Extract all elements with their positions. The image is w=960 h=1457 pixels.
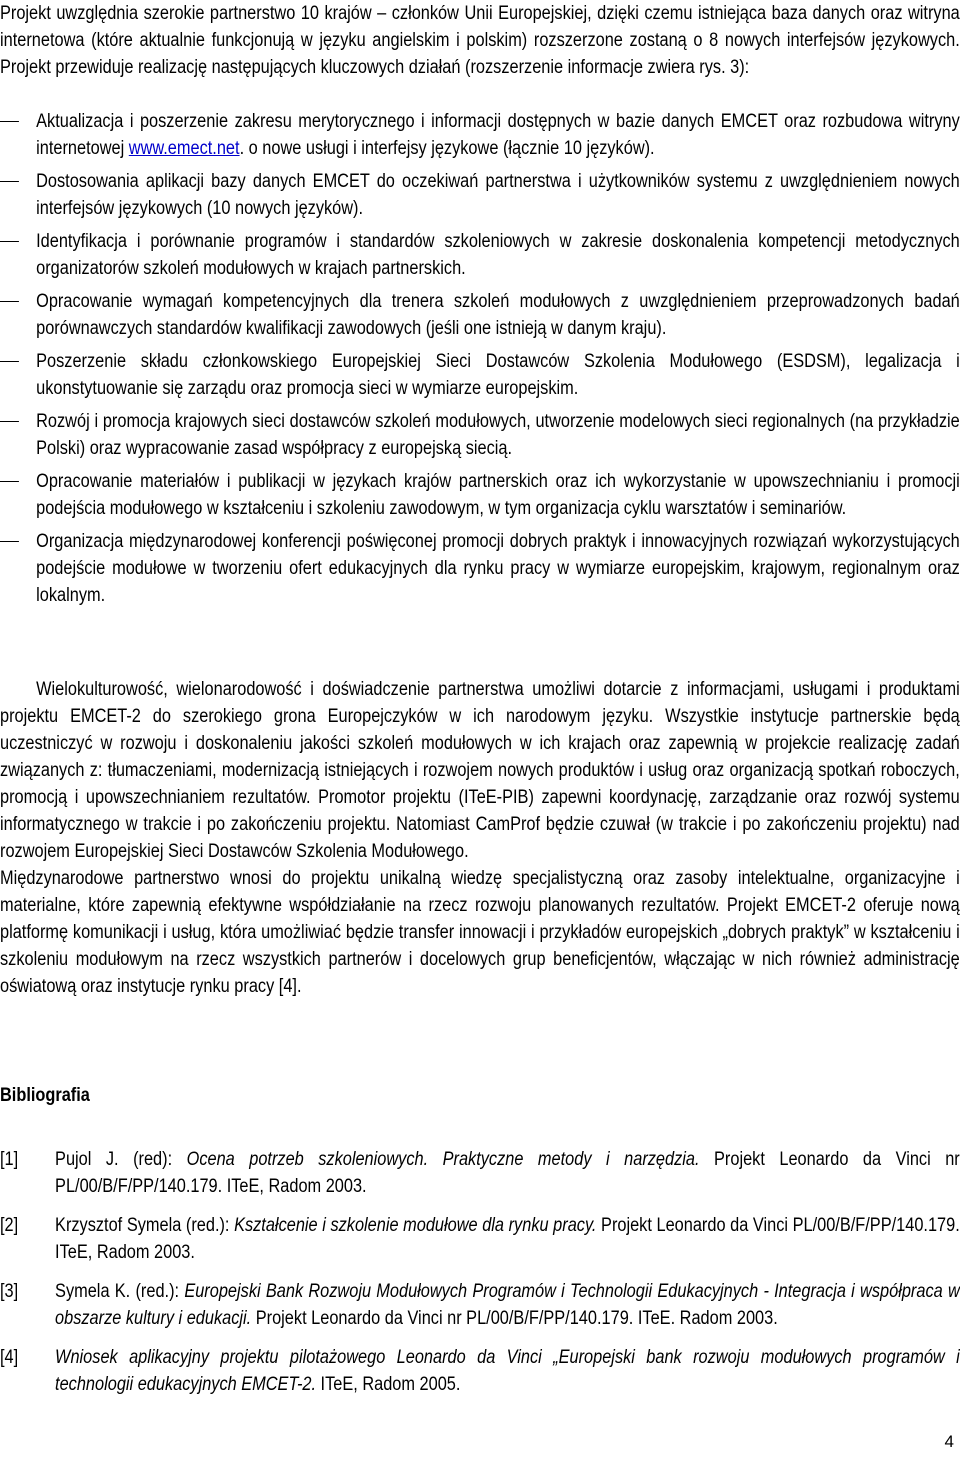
list-item-text: Opracowanie materiałów i publikacji w językach krajów partnerskich oraz ich wykorzystanie w upowszechnianiu i promocji podejścia modułowego w kształceniu i szkoleniu zawodowym, w tym organizacja cyklu warsztatów i seminariów.: [36, 471, 960, 519]
list-item: [0, 228, 960, 282]
reference-number: [4]: [0, 1347, 19, 1368]
reference-title: Europejski Bank Rozwoju Modułowych Programów i Technologii Edukacyjnych - Integracja i współpraca w obszarze kultury i edukacji.: [55, 1281, 960, 1329]
bibliography-list: [0, 1146, 960, 1410]
list-item: [0, 288, 960, 342]
list-item: [0, 528, 960, 609]
list-item-text: [36, 108, 960, 162]
intro-paragraph-block: [0, 0, 960, 81]
list-item-text: Rozwój i promocja krajowych sieci dostawców szkoleń modułowych, utworzenie modelowych sieci regionalnych (na przykładzie Polski) oraz wypracowanie zasad współpracy z europejską siecią.: [36, 411, 960, 459]
reference-title: Wniosek aplikacyjny projektu pilotażowego Leonardo da Vinci „Europejski bank rozwoju modułowych programów i technologii edukacyjnych EMCET-2.: [55, 1347, 960, 1395]
bibliography-entry: [0, 1146, 960, 1200]
reference-publication: Projekt Leonardo da Vinci nr PL/00/B/F/PP/140.179. ITeE. Radom 2003.: [251, 1308, 778, 1329]
reference-author: Symela K. (red.):: [55, 1281, 185, 1302]
reference-number: [1]: [0, 1149, 19, 1170]
reference-text: [55, 1344, 960, 1398]
list-item-text: Dostosowania aplikacji bazy danych EMCET do oczekiwań partnerstwa i użytkowników systemu z uwzględnieniem nowych interfejsów językowych (10 nowych języków).: [36, 171, 960, 219]
reference-number: [3]: [0, 1281, 19, 1302]
bibliography-entry: [0, 1344, 960, 1398]
reference-number: [2]: [0, 1215, 19, 1236]
list-item: [0, 468, 960, 522]
list-item-text-part: . o nowe usługi i interfejsy językowe (łącznie 10 języków).: [239, 138, 655, 159]
reference-publication: Projekt Leonardo da Vinci PL/00/B/F/PP/140.179. ITeE, Radom 2003.: [55, 1215, 960, 1263]
bibliography-entry: [0, 1212, 960, 1266]
list-item-text-part: Aktualizacja i poszerzenie zakresu merytorycznego i informacji dostępnych w bazie danych EMCET oraz rozbudowa witryny internetowej: [36, 111, 960, 159]
list-item-text: Poszerzenie składu członkowskiego Europejskiej Sieci Dostawców Szkolenia Modułowego (ESDSM), legalizacja i ukonstytuowanie się zarządu oraz promocja sieci w wymiarze europejskim.: [36, 351, 960, 399]
intro-paragraph: Projekt uwzględnia szerokie partnerstwo 10 krajów – członków Unii Europejskiej, dzięki czemu istniejąca baza danych oraz witryna internetowa (które aktualnie funkcjonują w języku angielskim i polskim) rozszerzone zostaną o 8 nowych interfejsów językowych. Projekt przewiduje realizację następujących kluczowych działań (rozszerzenie informacje zwiera rys. 3):: [0, 3, 960, 78]
list-item: [0, 408, 960, 462]
reference-author: Krzysztof Symela (red.):: [55, 1215, 235, 1236]
reference-title: Kształcenie i szkolenie modułowe dla rynku pracy.: [234, 1215, 597, 1236]
reference-title: Ocena potrzeb szkoleniowych. Praktyczne metody i narzędzia.: [186, 1149, 700, 1170]
reference-text: [55, 1146, 960, 1200]
reference-publication: Projekt Leonardo da Vinci nr PL/00/B/F/PP/140.179. ITeE, Radom 2003.: [55, 1149, 960, 1197]
list-item: [0, 108, 960, 162]
reference-publication: ITeE, Radom 2005.: [316, 1374, 461, 1395]
reference-author: Pujol J. (red):: [55, 1149, 187, 1170]
reference-text: [55, 1212, 960, 1266]
list-item-text: Organizacja międzynarodowej konferencji poświęconej promocji dobrych praktyk i innowacyjnych rozwiązań wykorzystujących podejście modułowe w tworzeniu ofert edukacyjnych dla rynku pracy w wymiarze europejskim, krajowym, regionalnym oraz lokalnym.: [36, 531, 960, 606]
list-item: [0, 348, 960, 402]
bibliography-entry: [0, 1278, 960, 1332]
list-item: [0, 168, 960, 222]
partnership-paragraphs: [0, 676, 960, 1000]
bibliography-heading: Bibliografia: [0, 1085, 90, 1106]
international-partnership-paragraph: Międzynarodowe partnerstwo wnosi do projektu unikalną wiedzę specjalistyczną oraz zasoby intelektualne, organizacyjne i materialne, które zapewnią efektywne współdziałanie na rzecz rozwoju planowanych rezultatów. Projekt EMCET-2 oferuje nową platformę komunikacji i usług, która umożliwiać będzie transfer innowacji i przykładów europejskich „dobrych praktyk” w kształceniu i szkoleniu modułowym na rzecz wszystkich partnerów i docelowych grup beneficjentów, włączając w nich również administrację oświatową oraz instytucje rynku pracy [4].: [0, 868, 960, 997]
emect-website-link[interactable]: www.emect.net: [128, 138, 240, 159]
list-item-text: Opracowanie wymagań kompetencyjnych dla trenera szkoleń modułowych z uwzględnieniem przeprowadzonych badań porównawczych standardów kwalifikacji zawodowych (jeśli one istnieją w danym kraju).: [36, 291, 960, 339]
reference-text: [55, 1278, 960, 1332]
partnership-paragraph: Wielokulturowość, wielonarodowość i doświadczenie partnerstwa umożliwi dotarcie z informacjami, usługami i produktami projektu EMCET-2 do szerokiego grona Europejczyków w ich narodowym języku. Wszystkie instytucje partnerskie będą uczestniczyć w rozwoju i doskonaleniu jakości szkoleń modułowych w ich krajach oraz zapewnią w projekcie realizację zadań związanych z: tłumaczeniami, modernizacją istniejących i rozwojem nowych produktów i usług oraz organizacją spotkań roboczych, promocją i upowszechnianiem rezultatów. Promotor projektu (ITeE-PIB) zapewni koordynację, zarządzanie oraz rozwój systemu informatycznego w trakcie i po zakończeniu projektu. Natomiast CamProf będzie czuwał (w trakcie i po zakończeniu projektu) nad rozwojem Europejskiej Sieci Dostawców Szkolenia Modułowego.: [0, 679, 960, 862]
page-number: 4: [944, 1432, 954, 1451]
list-item-text: Identyfikacja i porównanie programów i standardów szkoleniowych w zakresie doskonalenia kompetencji metodycznych organizatorów szkoleń modułowych w krajach partnerskich.: [36, 231, 960, 279]
activities-list: [0, 108, 960, 615]
